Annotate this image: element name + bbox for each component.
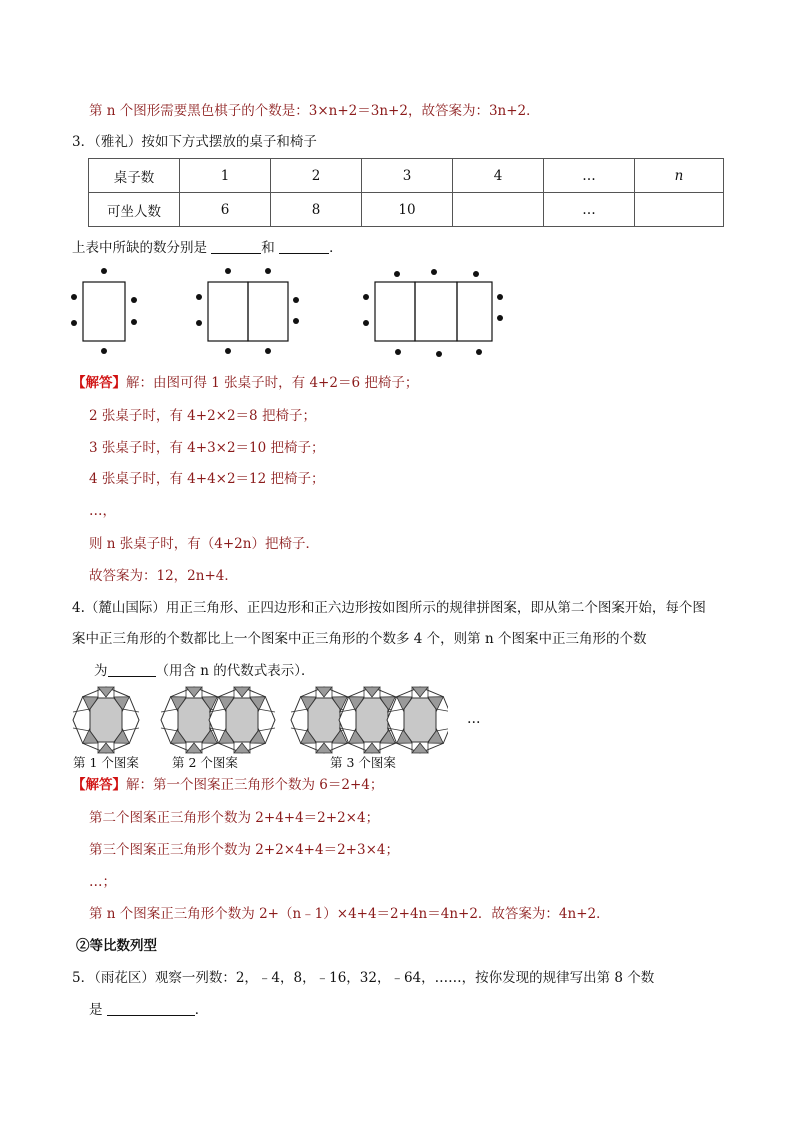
question-3-title: 3．（雅礼）按如下方式摆放的桌子和椅子 (72, 134, 317, 150)
q3-answer-line: 故答案为：12，2n+4． (89, 568, 238, 584)
chair-dot (71, 320, 77, 326)
q3-answer-line (72, 374, 418, 392)
pattern-caption: 第 2 个图案 (172, 755, 238, 770)
chair-dot (436, 351, 442, 357)
q4-answer-line: 第三个图案正三角形个数为 2+2×4+4＝2+3×4； (89, 842, 399, 858)
table-row (89, 193, 724, 227)
chair-dot (497, 294, 503, 300)
q3-answer-line: 4 张桌子时，有 4+4×2＝12 把椅子； (89, 471, 325, 487)
table-shape (457, 282, 492, 341)
q4-answer-line (72, 776, 383, 794)
pattern-caption: 第 1 个图案 (73, 755, 139, 770)
chair-dot (394, 271, 400, 277)
answer-blank (279, 239, 329, 254)
answer-tag: 【解答】 (72, 375, 126, 391)
question-3-prompt (72, 239, 343, 257)
table-cell: 8 (271, 193, 362, 227)
prompt-text: 是 (89, 1002, 103, 1018)
question-4-line: 4.（麓山国际）用正三角形、正四边形和正六边形按如图所示的规律拼图案，即从第二个图案开始，每个图 (72, 600, 706, 616)
question-5-prompt (89, 1001, 208, 1019)
q3-answer-line: 2 张桌子时，有 4+2×2＝8 把椅子； (89, 408, 316, 424)
table-cell: 10 (362, 193, 453, 227)
tables-chairs-figure (60, 262, 520, 362)
prompt-text: ． (194, 1002, 209, 1018)
q3-answer-line: …， (89, 503, 116, 519)
question-4-line: 案中正三角形的个数都比上一个图案中正三角形的个数多 4 个，则第 n 个图案中正三角形的个数 (72, 631, 647, 647)
q4-answer-line: …； (89, 874, 116, 890)
chair-dot (225, 268, 231, 274)
chair-dot (101, 348, 107, 354)
chair-dot (196, 294, 202, 300)
table-cell (453, 193, 544, 227)
chair-dot (431, 269, 437, 275)
answer-text: 解：第一个图案正三角形个数为 6＝2+4； (126, 777, 384, 793)
table-row (89, 159, 724, 193)
answer-tag: 【解答】 (72, 777, 126, 793)
chair-dot (476, 349, 482, 355)
chair-dot (131, 319, 137, 325)
prompt-text: 上表中所缺的数分别是 (72, 240, 207, 256)
chair-dot (363, 320, 369, 326)
chair-dot (395, 349, 401, 355)
table-shape (208, 282, 248, 341)
table-cell: 3 (362, 159, 453, 193)
answer-blank (107, 1001, 195, 1016)
octagon-tile-pattern (73, 687, 139, 753)
q4-answer-line: 第 n 个图案正三角形个数为 2+（n﹣1）×4+4＝2+4n＝4n+2．故答案为：4n+2． (89, 906, 610, 922)
chair-dot (265, 348, 271, 354)
table-cell: n (635, 159, 724, 193)
answer-text: 解：由图可得 1 张桌子时，有 4+2＝6 把椅子； (126, 375, 419, 391)
prompt-text: （用含 n 的代数式表示）． (155, 663, 315, 679)
answer-blank (211, 239, 261, 254)
q3-answer-line: 则 n 张桌子时，有（4+2n）把椅子． (89, 536, 319, 552)
chair-dot (497, 315, 503, 321)
table-cell: … (544, 193, 635, 227)
chair-dot (196, 320, 202, 326)
table-cell: 1 (180, 159, 271, 193)
previous-answer-line: 第 n 个图形需要黑色棋子的个数是：3×n+2＝3n+2，故答案为：3n+2． (89, 103, 540, 119)
pattern-ellipsis: … (467, 711, 481, 727)
tiling-pattern-figure (68, 685, 448, 755)
table-cell: 6 (180, 193, 271, 227)
section-title: ②等比数列型 (76, 938, 157, 954)
q3-answer-line: 3 张桌子时，有 4+3×2＝10 把椅子； (89, 440, 325, 456)
prompt-text: 和 (261, 240, 275, 256)
table-shape (83, 282, 125, 341)
table-cell: 2 (271, 159, 362, 193)
chair-dot (363, 294, 369, 300)
chair-dot (225, 348, 231, 354)
table-cell: 桌子数 (89, 159, 180, 193)
table-shape (248, 282, 288, 341)
prompt-text: 为 (94, 663, 108, 679)
pattern-caption: 第 3 个图案 (330, 755, 396, 770)
chair-dot (293, 297, 299, 303)
octagon-tile-pattern (387, 687, 448, 753)
chair-dot (131, 297, 137, 303)
question-5-line: 5．（雨花区）观察一列数：2，﹣4，8，﹣16，32，﹣64，……，按你发现的规律写出第 8 个数 (72, 970, 655, 986)
table-cell: 4 (453, 159, 544, 193)
chair-dot (473, 271, 479, 277)
chair-dot (101, 268, 107, 274)
prompt-text: ． (329, 240, 343, 256)
q4-answer-line: 第二个图案正三角形个数为 2+4+4＝2+2×4； (89, 810, 380, 826)
table-cell (635, 193, 724, 227)
tables-chairs-table (88, 158, 724, 227)
answer-blank (108, 662, 156, 677)
table-cell: … (544, 159, 635, 193)
chair-dot (71, 294, 77, 300)
table-cell: 可坐人数 (89, 193, 180, 227)
table-shape (415, 282, 457, 341)
question-4-prompt (94, 662, 315, 680)
table-shape (375, 282, 415, 341)
chair-dot (293, 318, 299, 324)
chair-dot (265, 268, 271, 274)
octagon-tile-pattern (209, 687, 275, 753)
